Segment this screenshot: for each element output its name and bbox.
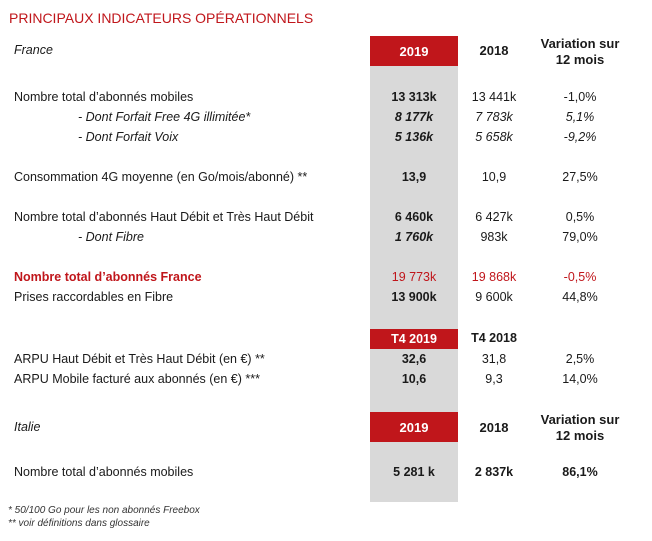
row-label: ARPU Haut Débit et Très Haut Débit (en €) ** — [14, 352, 265, 366]
row-label: Nombre total d’abonnés Haut Débit et Très Haut Débit — [14, 210, 314, 224]
value-variation: -0,5% — [563, 270, 597, 284]
table-row — [0, 352, 652, 370]
value-2019: 5 281 k — [393, 465, 435, 479]
value-2019: 13 900k — [391, 290, 437, 304]
page-title: PRINCIPAUX INDICATEURS OPÉRATIONNELS — [9, 10, 314, 26]
value-2018: 6 427k — [475, 210, 513, 224]
table-row — [0, 290, 652, 308]
row-label: Nombre total d’abonnés mobiles — [14, 465, 194, 479]
value-2019: 10,6 — [401, 372, 427, 386]
footnote: * 50/100 Go pour les non abonnés Freebox — [8, 505, 200, 516]
value-2018: 2 837k — [474, 465, 514, 479]
value-variation: 0,5% — [565, 210, 595, 224]
value-variation: -1,0% — [563, 90, 597, 104]
table-row-total-france — [0, 270, 652, 288]
value-variation: 14,0% — [562, 372, 598, 386]
row-label: - Dont Forfait Free 4G illimitée* — [78, 110, 251, 124]
row-label: Consommation 4G moyenne (en Go/mois/abonné) ** — [14, 170, 308, 184]
value-2019: 6 460k — [394, 210, 434, 224]
section-italie: Italie — [14, 420, 41, 434]
value-2018: 9 600k — [475, 290, 513, 304]
value-variation: 27,5% — [562, 170, 598, 184]
section-france: France — [14, 43, 53, 57]
table-row — [0, 110, 652, 128]
footnote: ** voir définitions dans glossaire — [8, 518, 150, 529]
value-2019: 32,6 — [401, 352, 427, 366]
value-variation: 2,5% — [565, 352, 595, 366]
value-2019: 1 760k — [394, 230, 434, 244]
row-label: Nombre total d’abonnés mobiles — [14, 90, 194, 104]
table-row — [0, 90, 652, 108]
value-2019: 8 177k — [394, 110, 434, 124]
value-variation: 5,1% — [565, 110, 595, 124]
value-2018: 31,8 — [481, 352, 507, 366]
value-2018: 9,3 — [485, 372, 503, 386]
value-variation: -9,2% — [563, 130, 597, 144]
header-2018: 2018 — [479, 43, 509, 58]
value-2018: 7 783k — [475, 110, 513, 124]
table-row — [0, 170, 652, 188]
table-row — [0, 210, 652, 228]
header-t4-2019: T4 2019 — [370, 329, 458, 349]
value-2019: 19 773k — [391, 270, 437, 284]
value-variation: 44,8% — [562, 290, 598, 304]
row-label: Prises raccordables en Fibre — [14, 290, 174, 304]
table-row — [0, 372, 652, 390]
header-2018-italie: 2018 — [479, 420, 509, 435]
table-row — [0, 130, 652, 148]
row-label: ARPU Mobile facturé aux abonnés (en €) *** — [14, 372, 260, 386]
row-label: - Dont Forfait Voix — [78, 130, 179, 144]
value-2018: 10,9 — [481, 170, 507, 184]
header-variation-italie: Variation sur 12 mois — [540, 412, 620, 443]
header-2019: 2019 — [370, 36, 458, 66]
value-2018: 983k — [480, 230, 508, 244]
header-t4-2018: T4 2018 — [471, 331, 517, 345]
value-2018: 5 658k — [475, 130, 513, 144]
row-label: Nombre total d’abonnés France — [14, 270, 202, 284]
header-2019-italie: 2019 — [370, 412, 458, 442]
value-2018: 19 868k — [471, 270, 517, 284]
value-variation: 79,0% — [562, 230, 598, 244]
value-variation: 86,1% — [562, 465, 598, 479]
header-variation: Variation sur 12 mois — [540, 36, 620, 67]
table-row — [0, 465, 652, 483]
value-2019: 13,9 — [401, 170, 427, 184]
row-label: - Dont Fibre — [78, 230, 144, 244]
table-row — [0, 230, 652, 248]
value-2018: 13 441k — [471, 90, 517, 104]
value-2019: 13 313k — [391, 90, 437, 104]
value-2019: 5 136k — [394, 130, 434, 144]
